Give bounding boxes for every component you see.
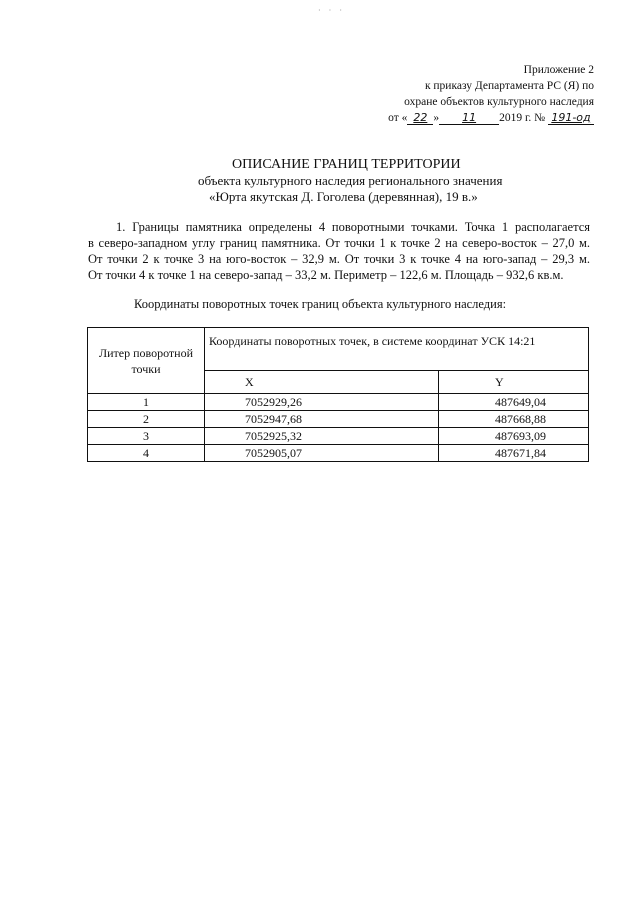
point-number: 4 <box>88 445 205 462</box>
header-y: Y <box>439 371 589 394</box>
table-header-row <box>88 328 589 371</box>
header-coordinates: Координаты поворотных точек, в системе координат УСК 14:21 <box>205 328 589 371</box>
date-month-field <box>439 112 499 125</box>
table-row <box>88 445 589 462</box>
doc-number-field <box>548 112 594 125</box>
paragraph-line: в северо-западном углу границ памятника. От точки 1 к точке 2 на северо-восток – 27,0 м. <box>88 236 590 250</box>
document-subtitle: объекта культурного наследия регионального значения <box>198 173 503 188</box>
point-x: 7052905,07 <box>205 445 439 462</box>
object-name: «Юрта якутская Д. Гоголева (деревянная), 19 в.» <box>209 189 478 204</box>
header-x: X <box>205 371 439 394</box>
boundary-description <box>88 219 590 283</box>
point-x: 7052947,68 <box>205 411 439 428</box>
date-month: 11 <box>462 111 477 124</box>
appendix-title: Приложение 2 <box>523 64 594 76</box>
table-row <box>88 411 589 428</box>
paragraph-line: 1. Границы памятника определены 4 поворотными точками. Точка 1 располагается <box>116 220 590 234</box>
date-prefix: от « <box>388 112 408 124</box>
paragraph-line: От точки 2 к точке 3 на юго-восток – 32,9 м. От точки 3 к точке 4 на юго-запад – 29,3 м. <box>88 252 590 266</box>
point-y: 487649,04 <box>439 394 589 411</box>
coordinates-table <box>87 327 589 462</box>
point-number: 2 <box>88 411 205 428</box>
date-day-field <box>407 112 433 125</box>
header-litera: Литер поворотной точки <box>88 328 205 394</box>
date-year: 2019 г. № <box>499 112 546 124</box>
coords-caption: Координаты поворотных точек границ объекта культурного наследия: <box>134 297 507 311</box>
point-y: 487668,88 <box>439 411 589 428</box>
point-x: 7052925,32 <box>205 428 439 445</box>
point-number: 1 <box>88 394 205 411</box>
point-y: 487671,84 <box>439 445 589 462</box>
appendix-department: охране объектов культурного наследия <box>404 96 594 108</box>
scan-mark: · · · <box>318 6 345 15</box>
point-y: 487693,09 <box>439 428 589 445</box>
point-x: 7052929,26 <box>205 394 439 411</box>
date-mid: » <box>433 112 440 124</box>
table-row <box>88 428 589 445</box>
doc-number: 191-од <box>551 111 591 124</box>
appendix-header <box>388 62 594 126</box>
document-title: ОПИСАНИЕ ГРАНИЦ ТЕРРИТОРИИ <box>232 157 461 172</box>
appendix-order-ref: к приказу Департамента РС (Я) по <box>424 80 594 92</box>
table-row <box>88 394 589 411</box>
paragraph-line: От точки 4 к точке 1 на северо-запад – 33,2 м. Периметр – 122,6 м. Площадь – 932,6 кв.м. <box>88 268 564 282</box>
appendix-date-line <box>388 110 594 126</box>
date-day: 22 <box>413 111 428 124</box>
point-number: 3 <box>88 428 205 445</box>
